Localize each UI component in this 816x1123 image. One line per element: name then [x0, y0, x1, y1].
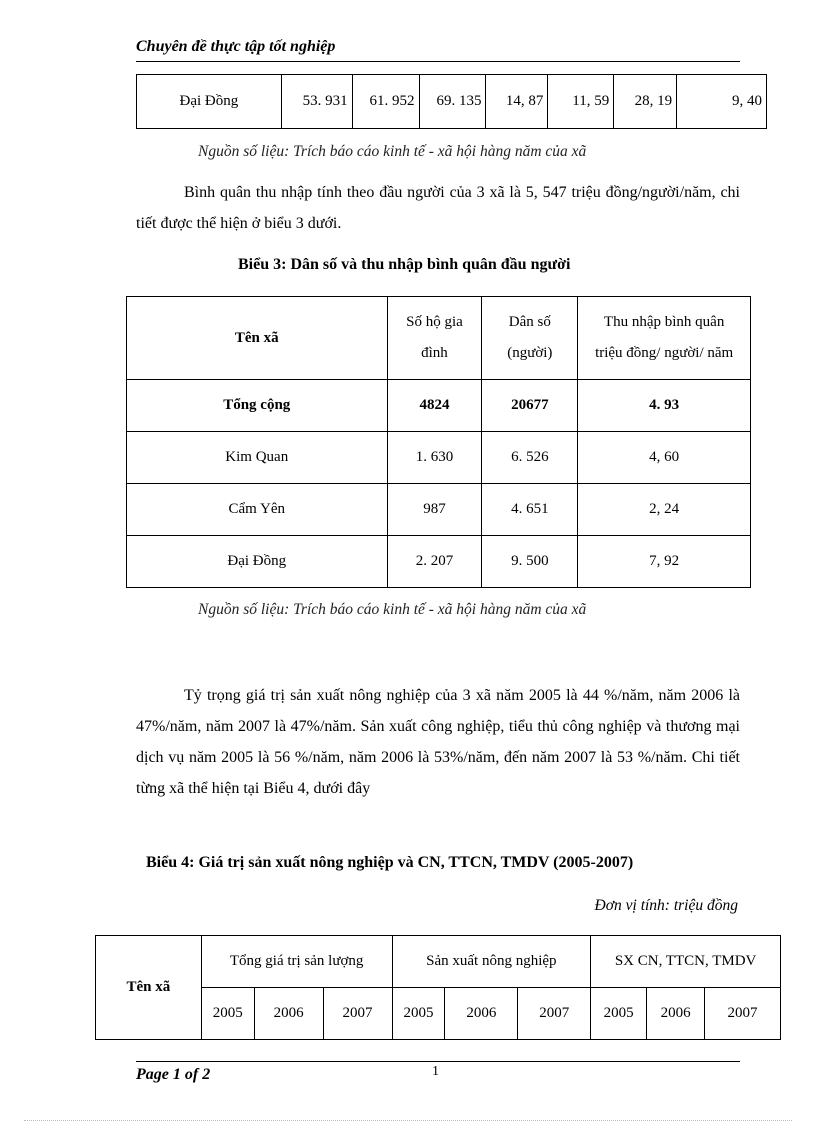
table-cell: 9, 40	[677, 75, 767, 129]
table-cell: 4824	[387, 380, 482, 432]
source-note: Nguồn số liệu: Trích báo cáo kinh tế - xã hội hàng năm của xã	[198, 143, 587, 160]
year-cell: 2007	[705, 988, 781, 1040]
table-cell: Đại Đồng	[137, 75, 282, 129]
table-cell: 2. 207	[387, 536, 482, 588]
header-cell-income: Thu nhập bình quân triệu đồng/ người/ năm	[578, 297, 751, 380]
page-bottom-divider	[24, 1120, 792, 1121]
header-cell-name: Tên xã	[127, 297, 388, 380]
header-group-total: Tổng giá trị sản lượng	[201, 936, 392, 988]
source-note: Nguồn số liệu: Trích báo cáo kinh tế - xã hội hàng năm của xã	[198, 601, 587, 618]
paragraph	[136, 680, 740, 804]
paragraph-text: Tỷ trọng giá trị sản xuất nông nghiệp của 3 xã năm 2005 là 44 %/năm, năm 2006 là 47%/năm, năm 2007 là 47%/năm. Sản xuất công nghiệp, tiểu thủ công nghiệp và thương mại dịch vụ năm 2005 là 56 %/năm, năm 2006 là 53%/năm, đến năm 2007 là 53 %/năm. Chi tiết từng xã thể hiện tại Biểu 4, dưới đây	[136, 687, 740, 797]
table-cell: 4. 93	[578, 380, 751, 432]
year-cell: 2007	[518, 988, 591, 1040]
table-cell: 53. 931	[281, 75, 352, 129]
paragraph	[136, 177, 740, 239]
population-income-table	[126, 296, 751, 588]
header-group-agriculture: Sản xuất nông nghiệp	[392, 936, 591, 988]
table-cell: 4, 60	[578, 432, 751, 484]
year-cell: 2005	[392, 988, 445, 1040]
table-cell: 11, 59	[548, 75, 614, 129]
table-cell: 28, 19	[614, 75, 677, 129]
table-row	[127, 432, 751, 484]
header-group-industry: SX CN, TTCN, TMDV	[591, 936, 781, 988]
table-cell: Tổng cộng	[127, 380, 388, 432]
page-header-title: Chuyên đề thực tập tốt nghiệp	[136, 38, 336, 55]
footer-rule	[136, 1061, 740, 1062]
table-row	[127, 484, 751, 536]
year-cell: 2005	[591, 988, 647, 1040]
table-caption: Biểu 4: Giá trị sản xuất nông nghiệp và CN, TTCN, TMDV (2005-2007)	[146, 854, 634, 871]
table-cell: 6. 526	[482, 432, 578, 484]
table-cell: 69. 135	[419, 75, 486, 129]
table-cell: 61. 952	[352, 75, 419, 129]
paragraph-text: Bình quân thu nhập tính theo đầu người của 3 xã là 5, 547 triệu đồng/người/năm, chi tiết được thể hiện ở biểu 3 dưới.	[136, 184, 740, 232]
table-cell: 987	[387, 484, 482, 536]
table-row-total	[127, 380, 751, 432]
year-cell: 2006	[445, 988, 518, 1040]
header-cell-name: Tên xã	[96, 936, 202, 1040]
year-cell: 2006	[647, 988, 705, 1040]
table-cell: 20677	[482, 380, 578, 432]
table-cell: 14, 87	[486, 75, 548, 129]
table-cell: 9. 500	[482, 536, 578, 588]
header-rule	[136, 61, 740, 62]
footer-page-label: Page 1 of 2	[136, 1066, 211, 1083]
year-cell: 2007	[323, 988, 392, 1040]
production-value-table	[95, 935, 781, 1040]
table-row	[137, 75, 767, 129]
table-cell: 4. 651	[482, 484, 578, 536]
year-cell: 2005	[201, 988, 254, 1040]
footer-page-number: 1	[432, 1064, 439, 1079]
header-cell-population: Dân số (người)	[482, 297, 578, 380]
table-cell: 7, 92	[578, 536, 751, 588]
table-cell: Đại Đồng	[127, 536, 388, 588]
table-cell: Kim Quan	[127, 432, 388, 484]
table-row	[127, 536, 751, 588]
table-fragment-continued	[136, 74, 767, 129]
table-cell: 2, 24	[578, 484, 751, 536]
table-cell: Cẩm Yên	[127, 484, 388, 536]
table-header-row	[127, 297, 751, 380]
table-caption: Biểu 3: Dân số và thu nhập bình quân đầu người	[238, 256, 571, 273]
unit-note: Đơn vị tính: triệu đồng	[594, 897, 738, 914]
table-header-row	[96, 936, 781, 988]
year-cell: 2006	[254, 988, 323, 1040]
header-cell-households: Số hộ gia đình	[387, 297, 482, 380]
table-cell: 1. 630	[387, 432, 482, 484]
